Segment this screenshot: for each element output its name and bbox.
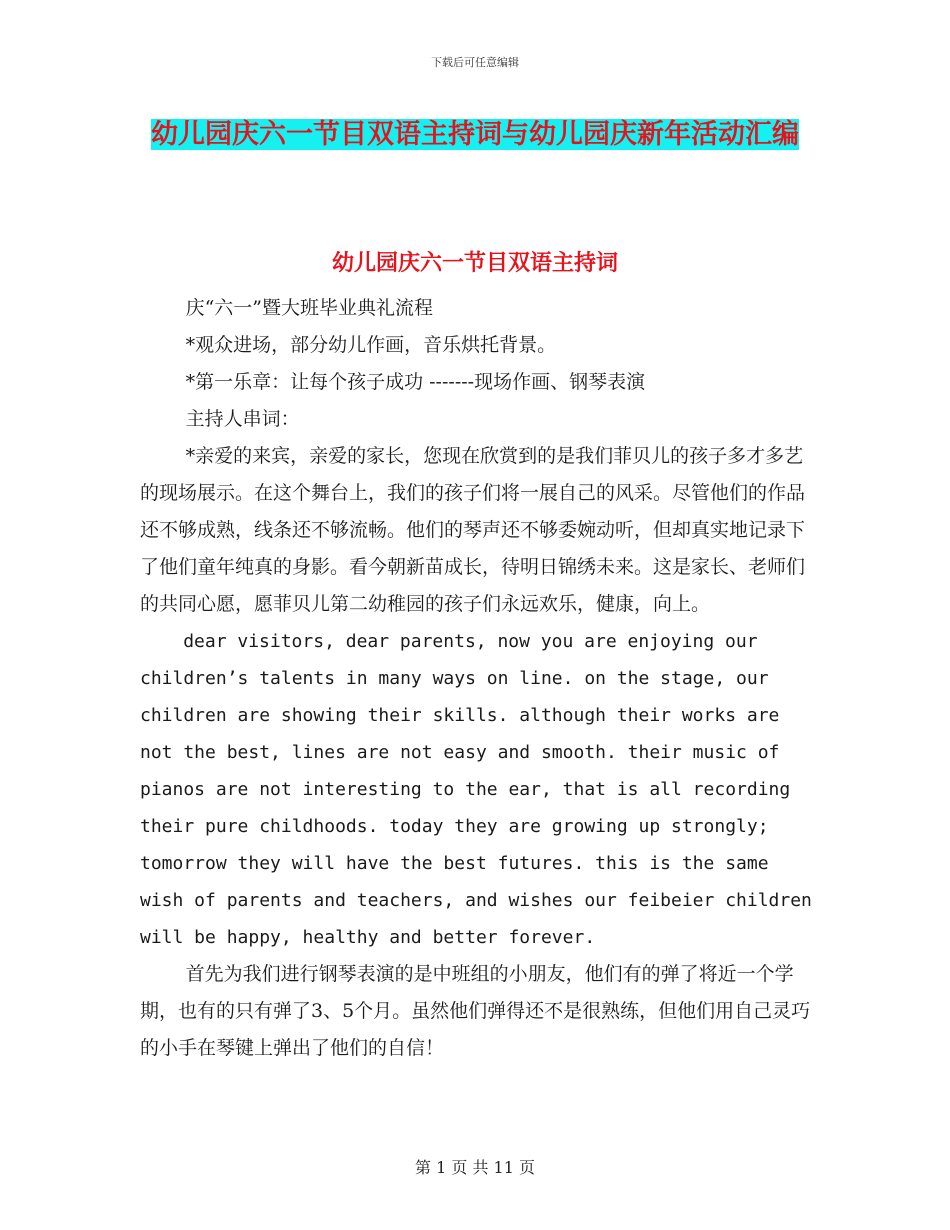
paragraph-audience-entry: *观众进场，部分幼儿作画，音乐烘托背景。 [185,334,557,356]
paragraph-first-movement: *第一乐章：让每个孩子成功 -------现场作画、钢琴表演 [185,371,646,393]
paragraph-host-speech-cn: *亲爱的来宾，亲爱的家长，您现在欣赏到的是我们菲贝儿的孩子多才多艺的现场展示。在这个舞台上，我们的孩子们将一展自己的风采。尽管他们的作品还不够成熟，线条还不够流畅。他们的琴声还不够委婉动听，但却真实地记录下了他们童年纯真的身影。看今朝新苗成长，待明日锦绣未来。这是家长、老师们的共同心愿，愿菲贝儿第二幼稚园的孩子们永远欢乐，健康，向上。 [140,445,806,615]
paragraph-host-lines-label: 主持人串词： [185,408,300,430]
page-number: 第 1 页 共 11 页 [415,1158,535,1177]
header-note: 下载后可任意编辑 [431,56,519,69]
page-title [140,112,810,158]
section-title: 幼儿园庆六一节目双语主持词 [331,251,618,276]
paragraph-host-speech-en: dear visitors, dear parents, now you are enjoying our children’s talents in many ways on line. on the stage, our children are showing their skills. although their works are not the best, lines are not easy and smooth. their music of pianos are not interesting to the ear, that is all recording their pure childhoods. today they are growing up strongly; tomorrow they will have the best futures. this is the same wish of parents and teachers, and wishes our feibeier children will be happy, healthy and better forever. [140,631,812,948]
paragraph-program-title: 庆“六一”暨大班毕业典礼流程 [185,297,434,319]
page-title-text: 幼儿园庆六一节目双语主持词与幼儿园庆新年活动汇编 [151,119,799,150]
paragraph-piano-intro: 首先为我们进行钢琴表演的是中班组的小朋友，他们有的弹了将近一个学期，也有的只有弹了3、5个月。虽然他们弹得还不是很熟练，但他们用自己灵巧的小手在琴键上弹出了他们的自信！ [140,963,811,1059]
document-body [140,290,820,1067]
